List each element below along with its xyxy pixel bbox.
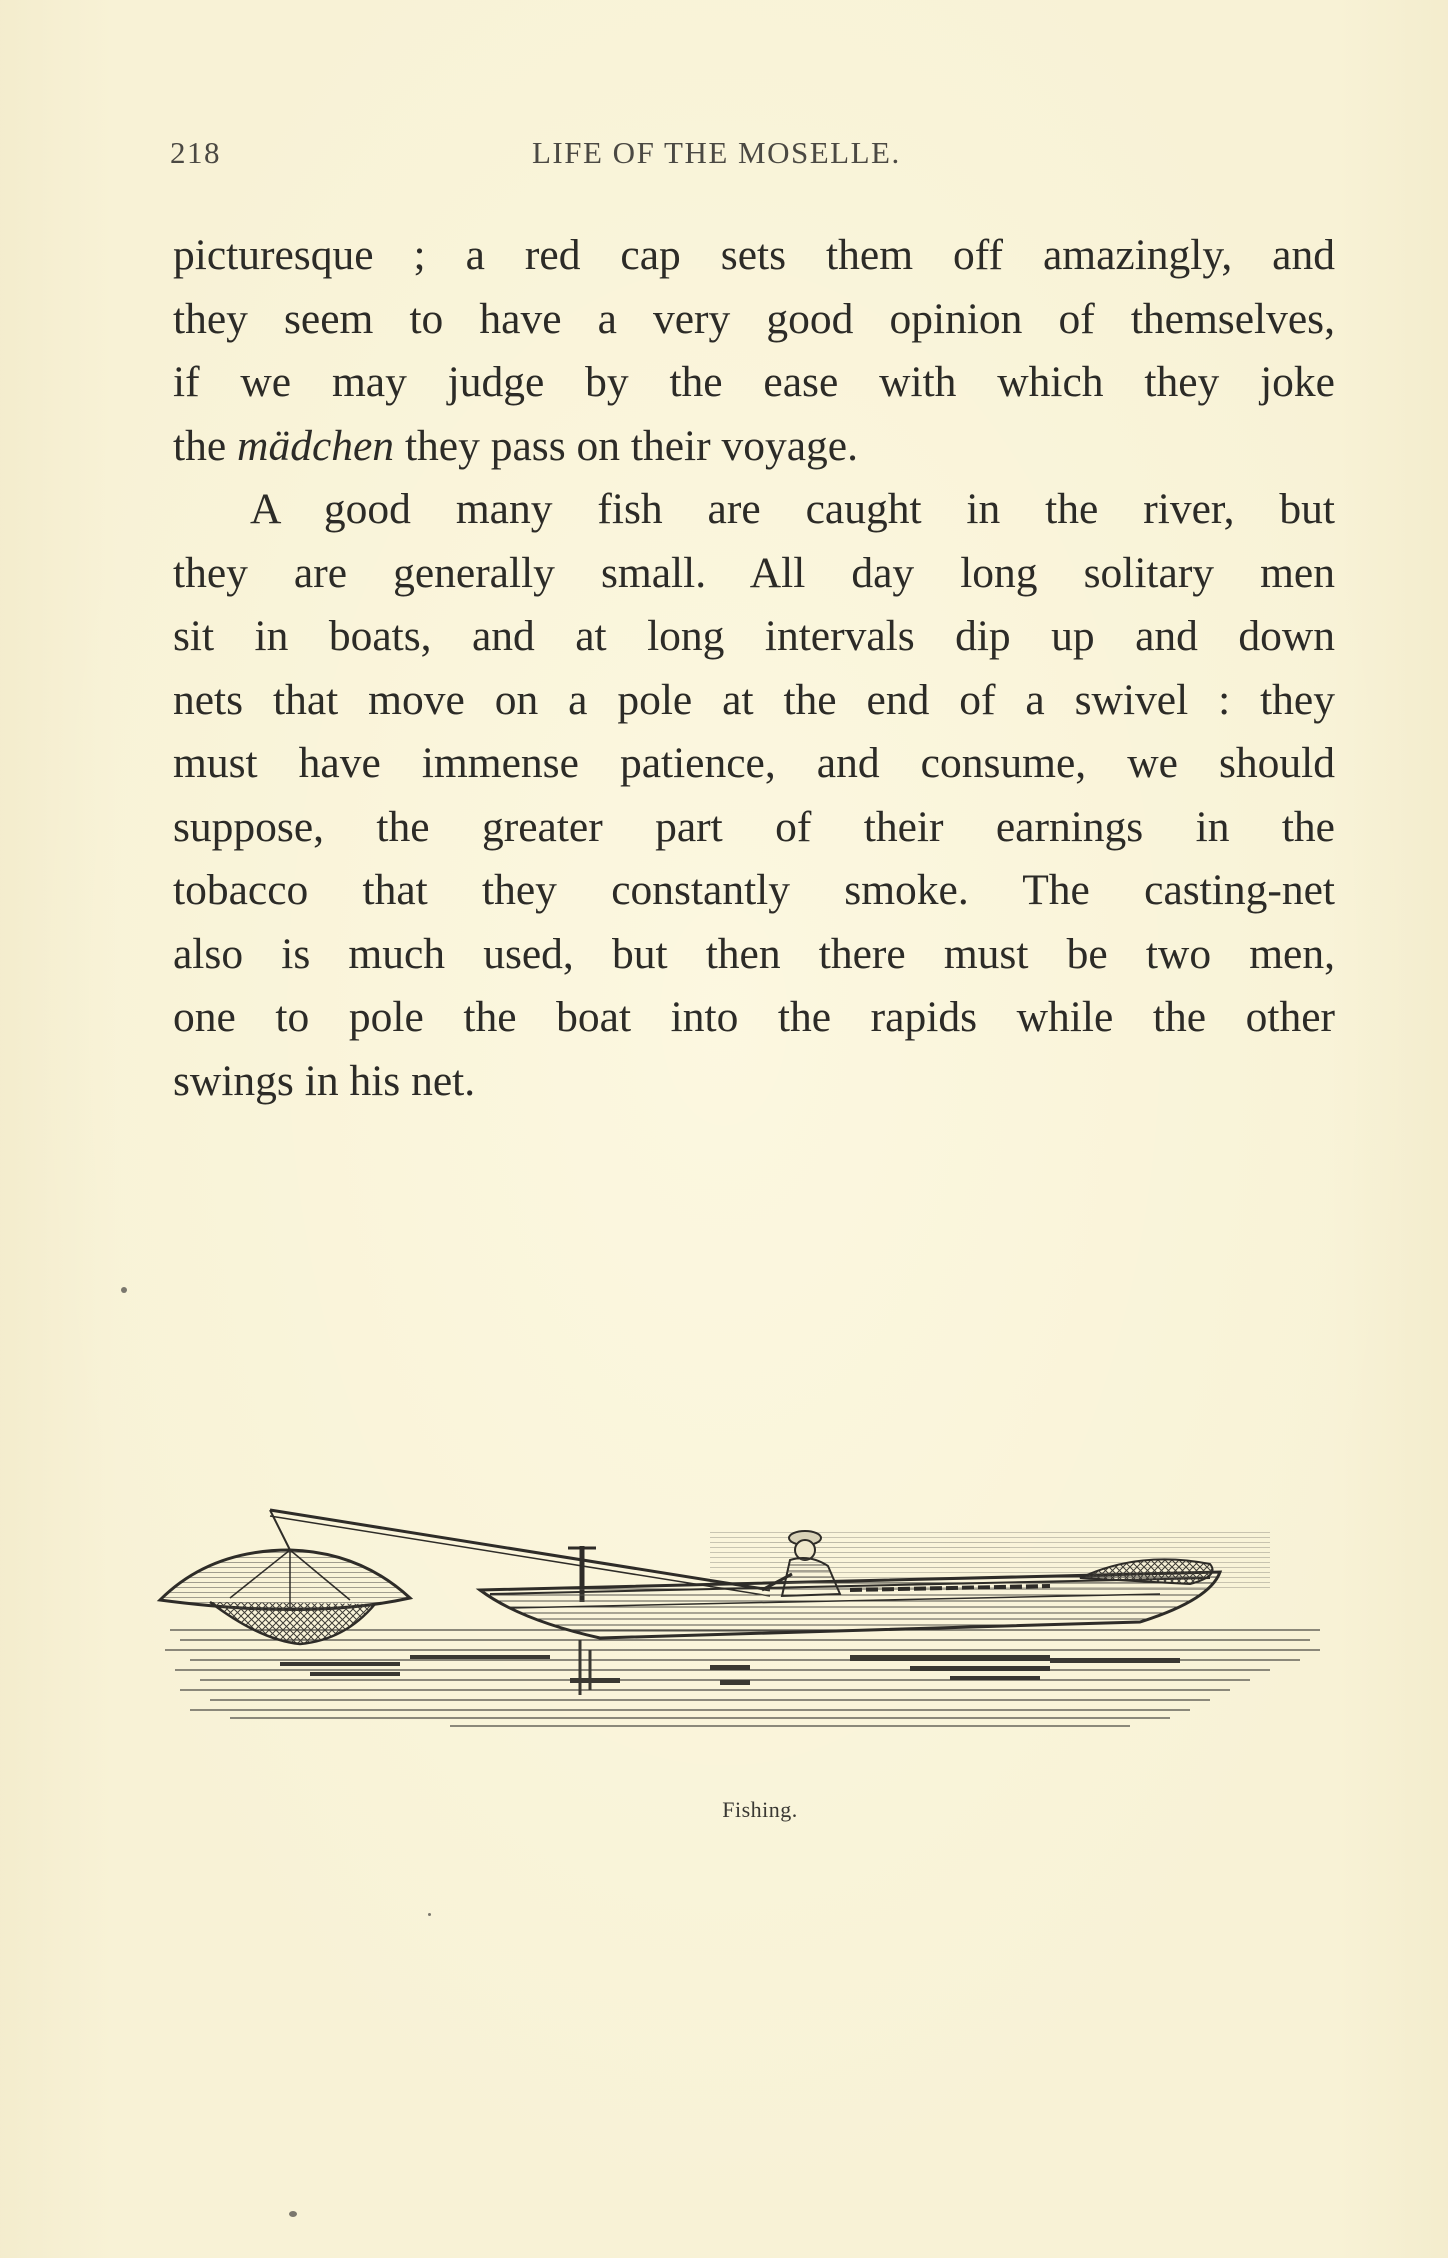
text-line: one to pole the boat into the rapids while the other <box>173 993 1335 1041</box>
body-text <box>173 224 1335 1113</box>
page-number: 218 <box>170 135 221 170</box>
running-head <box>170 135 1335 175</box>
text-line <box>173 415 1335 479</box>
text-line: swings in his net. <box>173 1056 476 1105</box>
text-line: they are generally small. All day long solitary men <box>173 548 1335 597</box>
text-fragment: the <box>173 421 227 470</box>
text-fragment: they pass on their voyage. <box>404 421 858 470</box>
text-line: suppose, the greater part of their earnings in the <box>173 802 1335 851</box>
text-line: sit in boats, and at long intervals dip up and down <box>173 612 1335 660</box>
text-line: if we may judge by the ease with which they joke <box>173 358 1335 406</box>
text-line: also is much used, but then there must be two men, <box>173 929 1335 978</box>
print-speck <box>428 1913 431 1916</box>
text-line: picturesque ; a red cap sets them off amazingly, and <box>173 231 1335 279</box>
fishing-illustration <box>150 1490 1330 1770</box>
dip-net <box>160 1510 410 1644</box>
post-reflection <box>580 1640 590 1695</box>
paragraph-1 <box>173 224 1335 478</box>
paragraph-2 <box>173 478 1335 1113</box>
text-line: tobacco that they constantly smoke. The casting-net <box>173 866 1335 914</box>
print-speck <box>289 2211 297 2217</box>
italic-word: mädchen <box>237 421 395 470</box>
water-lines <box>165 1630 1320 1726</box>
print-speck <box>121 1287 127 1293</box>
text-line: they seem to have a very good opinion of themselves, <box>173 294 1335 343</box>
figure-caption: Fishing. <box>722 1797 798 1822</box>
running-head-title: LIFE OF THE MOSELLE. <box>532 135 901 170</box>
text-line: nets that move on a pole at the end of a swivel : they <box>173 675 1335 724</box>
text-line: A good many fish are caught in the river, but <box>250 485 1335 533</box>
text-line: must have immense patience, and consume, we should <box>173 739 1335 787</box>
